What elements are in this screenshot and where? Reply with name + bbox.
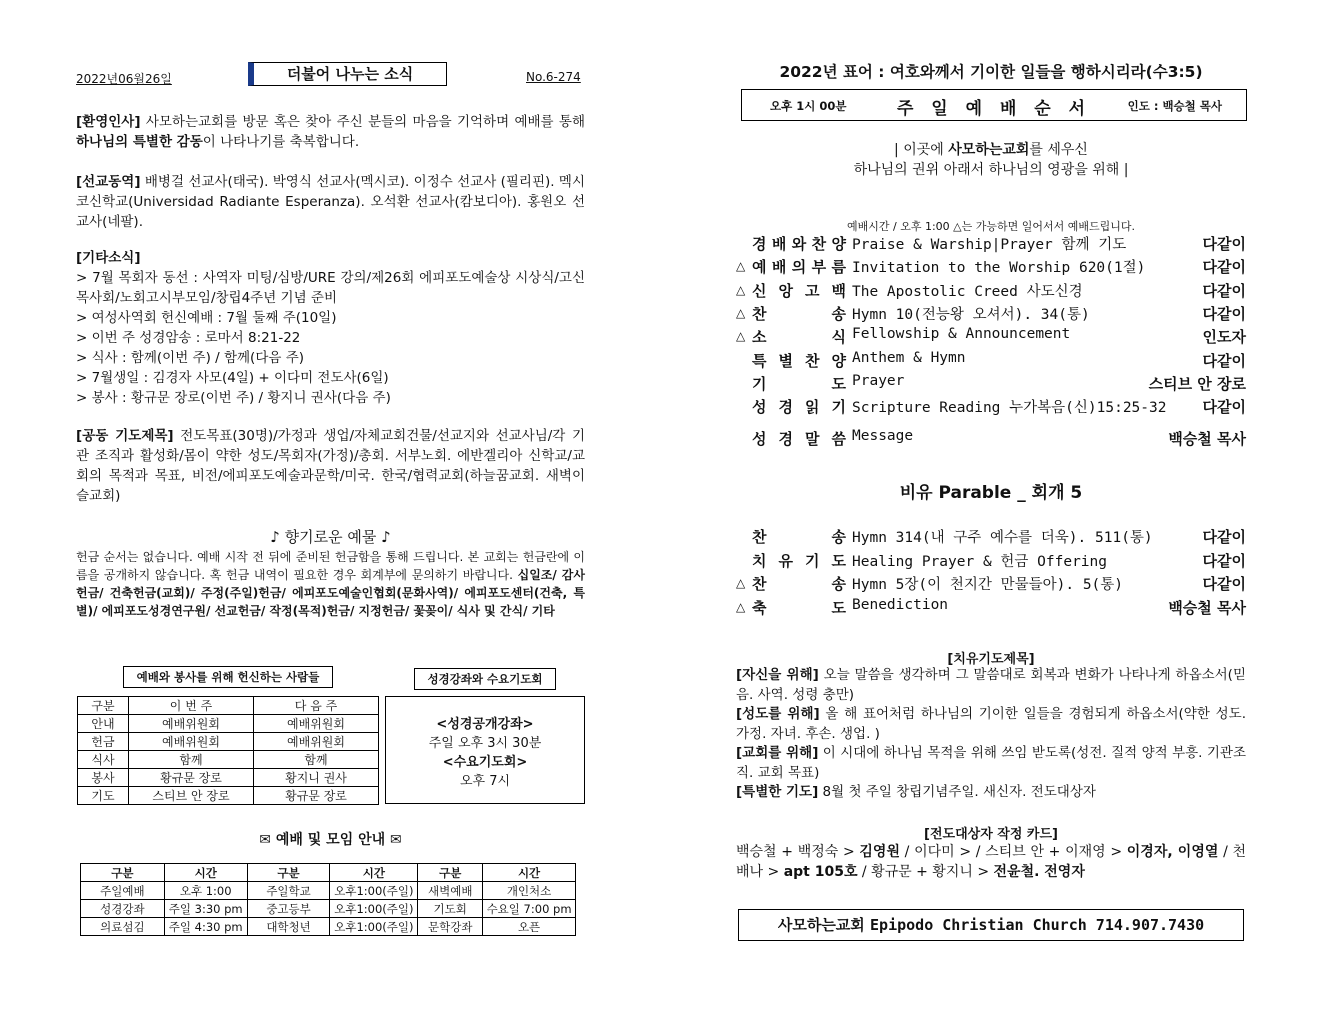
healing-item [736,705,1246,744]
order-leader: 다같이 [1202,528,1246,546]
order-leader: 다같이 [1202,235,1246,253]
healing-label: [교회를 위해] [736,745,819,761]
healing-label: [특별한 기도] [736,784,819,800]
table-cell: 황규문 장로 [129,769,254,787]
order-leader: 백승철 목사 [1168,430,1246,449]
table-cell: 황규문 장로 [254,787,379,805]
intro-line-2: 하나님의 권위 아래서 하나님의 영광을 위해 | [853,162,1129,178]
order-leader: 백승철 목사 [1168,598,1246,617]
table-cell: 다 음 주 [254,697,379,715]
order-item [736,303,1246,325]
evangelism-title: [전도대상자 작정 카드] [924,827,1058,842]
healing-item [736,666,1246,705]
wed-time: 오후 7시 [459,774,511,789]
stand-mark: △ [736,282,746,297]
order-item [736,550,1246,572]
healing-text: 8월 첫 주일 창립기념주일. 새신자. 전도대상자 [818,784,1096,800]
news-item: > 이번 주 성경암송 : 로마서 8:21-22 [76,330,301,346]
order-name: 경 배 와 찬 양 [752,235,846,253]
order-detail: Hymn 314(내 구주 예수를 더욱). 511(통) [852,530,1153,546]
table-cell: 새벽예배 [418,882,483,900]
healing-text: 오늘 말씀을 생각하며 그 말씀대로 회복과 변화가 나타나게 하옵소서(믿음. 사역. 성령 충만) [736,667,1246,703]
church-footer: 사모하는교회 Epipodo Christian Church 714.907.7430 [738,909,1244,941]
table-cell: 오픈 [483,918,576,936]
table-cell: 스티브 안 장로 [129,787,254,805]
healing-text: 이 시대에 하나님 목적을 위해 쓰임 받도록(성전. 질적 양적 부흥. 기관조직. 교회 목표) [736,745,1246,781]
order-item [736,597,1246,619]
table-cell: 시간 [164,864,247,882]
order-leader: 다같이 [1202,398,1246,417]
table-cell: 함께 [129,751,254,769]
order-detail: Hymn 10(전능왕 오셔서). 34(통) [852,306,1090,323]
order-detail: Fellowship & Announcement [852,326,1071,343]
table-cell: 예배위원회 [129,715,254,733]
order-detail: Scripture Reading 누가복음(신)15:25-32 [852,400,1167,417]
table-cell: 주일 3:30 pm [164,900,247,918]
news-item: > 식사 : 함께(이번 주) / 함께(다음 주) [76,350,305,366]
table-cell: 이 번 주 [129,697,254,715]
healing-item [736,783,1246,803]
order-item [736,526,1246,548]
table-cell: 시간 [330,864,418,882]
order-leader: 다같이 [1202,575,1246,593]
table-cell: 황지니 권사 [254,769,379,787]
table-row [78,715,379,733]
healing-list [736,666,1246,803]
stand-mark: △ [736,259,746,274]
worship-note: 예배시간 / 오후 1:00 △는 가능하면 일어서서 예배드립니다. [847,220,1135,233]
bible-study-box [385,696,585,804]
offering-text: 헌금 순서는 없습니다. 예배 시작 전 뒤에 준비된 헌금함을 통해 드립니다. 본 교회는 헌금란에 이름을 공개하지 않습니다. 혹 헌금 내역이 필요한 경우 회계부에 문의하기 바랍니다. 십일조/ 감사헌금/ 건축헌금(교회)/ 주정(주일)헌금/ 에피포도예술인협회(문화사역)/ 에피포도센터(건축, 특별)/ 에피포도성경연구원/ 선교헌금/ 작정(목적)헌금/ 지정헌금/ 꽃꽂이/ 식사 및 간식/ 기타 [76,550,585,618]
lecture-label: <성경공개강좌> [436,717,534,732]
order-item [736,280,1246,302]
table-row [81,918,576,936]
order-item [736,428,1246,450]
news-item: > 7월 목회자 동선 : 사역자 미팅/심방/URE 강의/제26회 에피포도예술상 시상식/고신목사회/노회고시부모임/창립4주년 기념 준비 [76,270,585,306]
healing-text: 올 해 표어처럼 하나님의 기이한 일들을 경험되게 하옵소서(약한 성도. 가정. 자녀. 후손. 생업. ) [736,706,1246,742]
table-row [78,733,379,751]
order-item [736,233,1246,255]
table-header-row [81,864,576,882]
bulletin-date: 2022년06월26일 [76,72,172,86]
table-cell: 오후1:00(주일) [330,900,418,918]
table-cell: 구분 [418,864,483,882]
healing-label: [성도를 위해] [736,706,820,722]
order-leader: 다같이 [1202,551,1246,570]
sermon-title: 비유 Parable _ 회개 5 [899,483,1083,503]
table-cell: 오후 1:00 [164,882,247,900]
order-leader: 다같이 [1202,304,1246,323]
order-leader: 스티브 안 장로 [1148,374,1246,393]
table-row [81,900,576,918]
order-item [736,350,1246,372]
news-item: > 여성사역회 헌신예배 : 7월 둘째 주(10일) [76,310,337,326]
order-name: 치 유 기 도 [752,551,846,570]
issue-number: No.6-274 [526,70,581,84]
table-cell: 구분 [78,697,129,715]
order-name: 소 식 [752,328,846,347]
lecture-time: 주일 오후 3시 30분 [428,736,542,751]
table-row [78,787,379,805]
order-name: 축 도 [752,598,846,617]
order-detail: The Apostolic Creed 사도신경 [852,283,1083,300]
news-list [76,268,585,408]
order-name: 특 별 찬 양 [752,351,846,370]
healing-item [736,744,1246,783]
order-detail: Message [852,428,914,445]
table-cell: 대학청년 [247,918,330,936]
news-item: > 봉사 : 황규문 장로(이번 주) / 황지니 권사(다음 주) [76,390,391,406]
order-item [736,373,1246,395]
order-detail: Praise & Warship|Prayer 함께 기도 [852,237,1127,253]
table-cell: 중고등부 [247,900,330,918]
table-cell: 예배위원회 [254,715,379,733]
table-cell: 개인처소 [483,882,576,900]
order-name: 찬 송 [752,304,846,323]
table-cell: 오후1:00(주일) [330,882,418,900]
order-name: 기 도 [752,374,846,393]
table-cell: 헌금 [78,733,129,751]
service-header [741,89,1247,121]
table-cell: 기도 [78,787,129,805]
stand-mark: △ [736,576,746,590]
welcome-section: [환영인사] 사모하는교회를 방문 혹은 찾아 주신 분들의 마음을 기억하며 예배를 통해 하나님의 특별한 감동이 나타나기를 축복합니다. [76,114,585,150]
table-row [78,751,379,769]
healing-title: [치유기도제목] [947,652,1035,667]
order-item [736,326,1246,348]
order-leader: 다같이 [1202,351,1246,370]
table-cell: 문학강좌 [418,918,483,936]
order-item [736,256,1246,278]
bible-study-title: 성경강좌와 수요기도회 [414,668,556,690]
stand-mark: △ [736,329,746,344]
order-name: 성 경 말 씀 [752,430,846,449]
missions-section: [선교동역] 배병걸 선교사(태국). 박영식 선교사(멕시코). 이정수 선교사 (필리핀). 멕시코신학교(Universidad Radiante Esperanza). 오석환 선교사(캄보디아). 홍원오 선교사(네팔). [76,174,585,230]
table-cell: 주일학교 [247,882,330,900]
servers-table [77,696,379,805]
table-cell: 기도회 [418,900,483,918]
servers-title: 예배와 봉사를 위해 헌신하는 사람들 [123,666,333,688]
table-cell: 예배위원회 [129,733,254,751]
order-name: 찬 송 [752,575,846,593]
order-detail: Invitation to the Worship 620(1절) [852,260,1146,277]
meetings-table [80,863,576,936]
order-item [736,573,1246,595]
table-cell: 안내 [78,715,129,733]
service-title: 주 일 예 배 순 서 [896,99,1092,119]
table-cell: 함께 [254,751,379,769]
table-cell: 성경강좌 [81,900,165,918]
year-verse: 2022년 표어 : 여호와께서 기이한 일들을 행하시리라(수3:5) [779,63,1203,81]
order-name: 예 배 의 부 름 [752,258,846,277]
service-time: 오후 1시 00분 [770,99,847,113]
table-cell: 시간 [483,864,576,882]
table-cell: 주일예배 [81,882,165,900]
healing-label: [자신을 위해] [736,667,819,683]
order-leader: 인도자 [1202,328,1246,347]
table-cell: 예배위원회 [254,733,379,751]
table-cell: 오후1:00(주일) [330,918,418,936]
table-cell: 식사 [78,751,129,769]
order-leader: 다같이 [1202,258,1246,277]
prayer-section: [공동 기도제목] 전도목표(30명)/가정과 생업/자체교회건물/선교지와 선교사님/각 기관 조직과 활성화/몸이 약한 성도/목회자(가정)/총회. 서부노회. 에반겔리아 신학교/교회의 목적과 목표, 비전/에피포도예술과문학/미국. 한국/협력교회(하늘꿈교회. 새벽이슬교회) [76,428,585,504]
evangelism-text: 백승철 + 백정숙 > 김영원 / 이다미 > / 스티브 안 + 이재영 > 이경자, 이영열 / 천배나 > apt 105호 / 황규문 + 황지니 > 전윤철. 전영자 [736,844,1247,880]
table-header-row [78,697,379,715]
stand-mark: △ [736,305,746,320]
news-item: > 7월생일 : 김경자 사모(4일) + 이다미 전도사(6일) [76,370,389,386]
order-name: 성 경 읽 기 [752,398,846,417]
order-name: 신 앙 고 백 [752,281,846,300]
order-name: 찬 송 [752,528,846,546]
order-detail: Healing Prayer & 헌금 Offering [852,553,1107,570]
order-detail: Benediction [852,596,949,613]
table-cell: 봉사 [78,769,129,787]
table-cell: 구분 [247,864,330,882]
order-detail: Anthem & Hymn [852,349,966,366]
table-cell: 수요일 7:00 pm [483,900,576,918]
stand-mark: △ [736,599,746,614]
table-cell: 구분 [81,864,165,882]
meetings-title: ✉ 예배 및 모임 안내 ✉ [259,832,402,848]
order-item [736,396,1246,418]
order-leader: 다같이 [1202,281,1246,300]
wed-label: <수요기도회> [442,755,528,770]
news-section: [기타소식] > 7월 목회자 동선 : 사역자 미팅/심방/URE 강의/제26회 에피포도예술상 시상식/고신목사회/노회고시부모임/창립4주년 기념 준비 > 여성사역회 헌신예배 : 7월 둘째 주(10일) > 이번 주 성경암송 : 로마서 8:21-22 > 식사 : 함께(이번 주) / 함께(다음 주) > 7월생일 : 김경자 사모(4일) + 이다미 전도사(6일) > 봉사 : 황규문 장로(이번 주) / 황지니 권사(다음 주) [76,250,585,406]
order-detail: Prayer [852,372,905,389]
order-detail: Hymn 5장(이 천지간 만물들아). 5(통) [852,577,1124,593]
bulletin-title: 더불어 나누는 소식 [248,62,447,86]
offering-title: ♪ 향기로운 예물 ♪ [270,528,391,546]
table-row [81,882,576,900]
intro-line-1: | 이곳에 사모하는교회를 세우신 [894,142,1088,158]
table-row [78,769,379,787]
table-cell: 의료섬김 [81,918,165,936]
service-leader: 인도 : 백승철 목사 [1127,99,1222,113]
table-cell: 주일 4:30 pm [164,918,247,936]
